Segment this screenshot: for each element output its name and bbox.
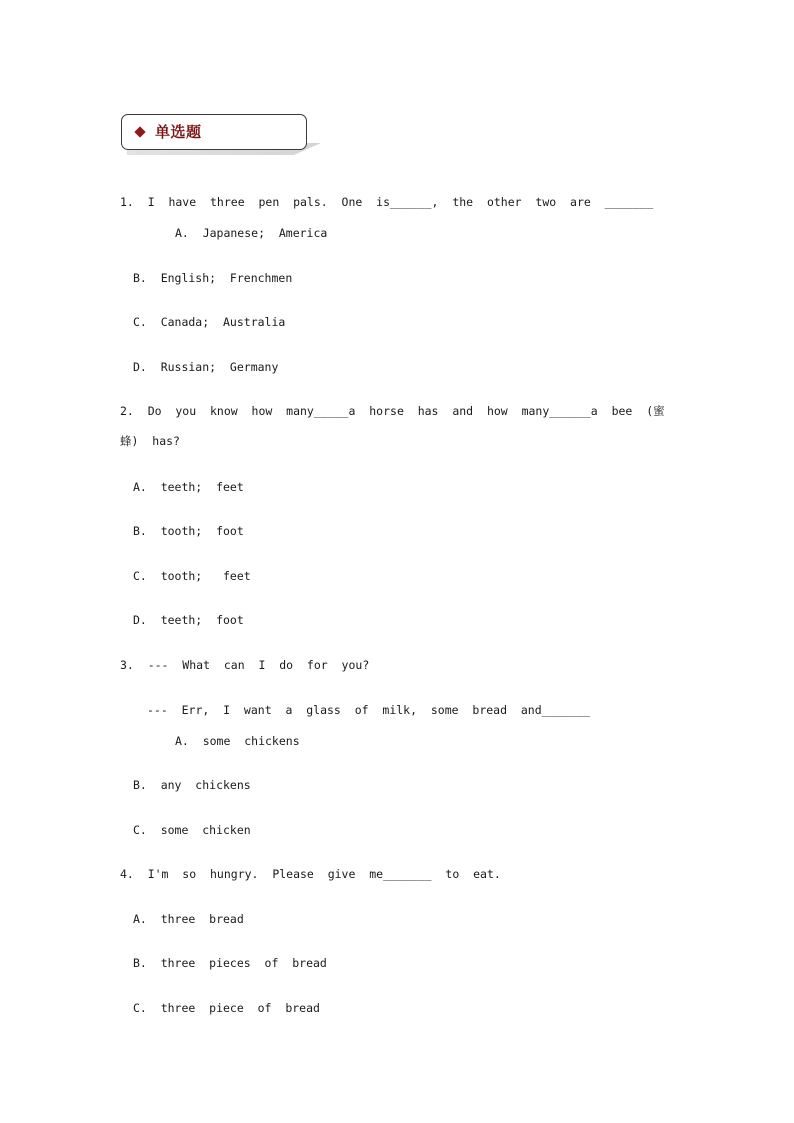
question-1-option-a: A. Japanese; America — [175, 226, 328, 240]
section-header-box — [121, 114, 307, 150]
question-2-option-a: A. teeth; feet — [133, 480, 244, 494]
question-3-option-c: C. some chicken — [133, 823, 251, 837]
question-4-option-c: C. three piece of bread — [133, 1001, 320, 1015]
question-4-option-a: A. three bread — [133, 912, 244, 926]
question-2-option-b: B. tooth; foot — [133, 524, 244, 538]
question-1-option-c: C. Canada; Australia — [133, 315, 286, 329]
question-1-stem: 1. I have three pen pals. One is______, the other two are _______ — [120, 195, 654, 209]
question-2-option-d: D. teeth; foot — [133, 613, 244, 627]
question-3-stem: 3. --- What can I do for you? — [120, 658, 370, 672]
question-3-option-a: A. some chickens — [175, 734, 300, 748]
question-2-stem: 2. Do you know how many_____a horse has and how many______a bee (蜜 — [120, 404, 665, 418]
section-title: 单选题 — [155, 123, 202, 141]
question-4-option-b: B. three pieces of bread — [133, 956, 327, 970]
question-4-stem: 4. I'm so hungry. Please give me_______ to eat. — [120, 867, 501, 881]
question-2-stem-continued: 蜂) has? — [120, 434, 180, 448]
question-3-option-b: B. any chickens — [133, 778, 251, 792]
question-3-reply: --- Err, I want a glass of milk, some bread and_______ — [147, 703, 591, 717]
question-1-option-d: D. Russian; Germany — [133, 360, 279, 374]
question-2-option-c: C. tooth; feet — [133, 569, 251, 583]
question-1-option-b: B. English; Frenchmen — [133, 271, 293, 285]
